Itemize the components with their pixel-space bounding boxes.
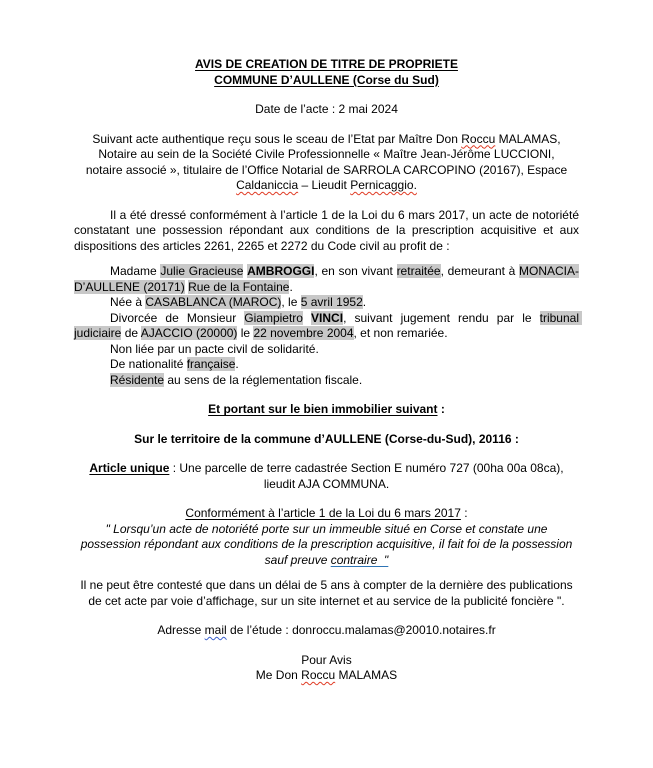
text-run: Sur le territoire de la commune d’AULLENE (Corse-du-Sud), 20116 : xyxy=(134,431,519,446)
notary-paragraph-line-4 xyxy=(74,178,579,194)
text-run: . xyxy=(289,279,293,294)
text-run: lieudit AJA COMMUNA. xyxy=(263,476,390,491)
profession-field: retraitée xyxy=(396,264,441,278)
text-run: Madame xyxy=(110,264,161,278)
text-run: Née à xyxy=(110,295,146,309)
text-run: – Lieudit xyxy=(298,178,351,192)
text-run: Date de l’acte : 2 mai 2024 xyxy=(255,102,398,116)
notary-paragraph-line-3 xyxy=(74,163,579,179)
signature-pour-avis xyxy=(74,653,579,669)
text-run: De nationalité xyxy=(110,357,187,371)
text-run: COMMUNE D’AULLENE (Corse du Sud) xyxy=(214,72,439,87)
birth-paragraph xyxy=(74,295,579,311)
text-run: AVIS DE CREATION DE TITRE DE PROPRIETE xyxy=(195,57,458,71)
grammar-checked-word: mail xyxy=(204,623,227,637)
text-run: notaire associé », titulaire de l’Office Notarial de SARROLA CARCOPINO (20167), Espace xyxy=(85,162,568,177)
text-run: , et non remariée. xyxy=(353,326,448,340)
misspelled-word: Roccu xyxy=(461,131,496,146)
text-run: sauf preuve xyxy=(264,552,331,567)
text-run xyxy=(303,311,311,325)
article-unique-line-1 xyxy=(74,461,579,477)
ex-spouse-firstname-field: Giampietro xyxy=(244,310,303,325)
text-run: . xyxy=(362,295,367,309)
text-run: Suivant acte authentique reçu sous le sceau de l’Etat par Maître Don xyxy=(92,131,462,146)
notary-paragraph-line-1 xyxy=(74,132,579,148)
text-run: , en son vivant xyxy=(314,264,397,278)
residence-field: Résidente xyxy=(110,372,165,387)
text-run: Divorcée de Monsieur xyxy=(110,310,245,325)
nationality-field: française xyxy=(186,357,236,371)
text-run: de xyxy=(121,326,141,340)
text-run: de l’étude : donroccu.malamas@20010.notaires.fr xyxy=(226,623,496,637)
residence-paragraph xyxy=(74,373,579,389)
contestation-line-2 xyxy=(74,594,579,610)
text-run: . xyxy=(235,357,239,371)
notary-paragraph-line-2 xyxy=(74,147,579,163)
court-city-field: AJACCIO (20000) xyxy=(140,326,238,340)
text-run: : Une parcelle de terre cadastrée Section E numéro 727 (00ha 00a 08ca), xyxy=(169,461,564,475)
text-run: Il a été dressé conformément à l’article 1 de la Loi du 6 mars 2017, un acte de notoriété constatant une possession répondant aux conditions de la prescription acquisitive et aux dispositions des articles 2261, 2265 et 2272 du Code civil au profit de : xyxy=(74,207,583,253)
text-run: Pour Avis xyxy=(301,652,352,667)
text-run: , suivant jugement rendu par le xyxy=(343,310,540,325)
text-run: Article unique xyxy=(89,461,170,475)
email-line xyxy=(74,623,579,639)
misspelled-word: Pernicaggio. xyxy=(350,178,417,192)
text-run: " Lorsqu’un acte de notoriété porte sur un immeuble situé en Corse et constate une xyxy=(105,521,548,536)
nationality-paragraph xyxy=(74,357,579,373)
text-run: Et portant sur le bien immobilier suivant xyxy=(208,402,438,416)
law-quote-line-3 xyxy=(74,553,579,569)
text-run: Non liée par un pacte civil de solidarité. xyxy=(110,341,319,356)
birth-date-field: 5 avril 1952 xyxy=(300,295,363,309)
article-unique-line-2 xyxy=(74,477,579,493)
surname-field: AMBROGGI xyxy=(247,264,315,278)
linked-word: contraire " xyxy=(330,552,389,567)
notoriety-paragraph xyxy=(74,207,583,255)
address-city-field: MONACIA-D’AULLENE (20171) xyxy=(74,264,579,294)
text-run: Me Don xyxy=(255,668,302,682)
address-street-field: Rue de la Fontaine xyxy=(188,279,290,294)
territory-heading xyxy=(74,432,579,448)
law-quote-line-1 xyxy=(74,522,579,538)
pacs-paragraph xyxy=(74,342,579,358)
text-run: MALAMAS, xyxy=(495,131,561,146)
text-run: , le xyxy=(281,295,301,309)
owner-paragraph xyxy=(74,264,579,295)
court-field: tribunal judiciaire xyxy=(74,310,583,340)
text-run: Il ne peut être contesté que dans un délai de 5 ans à compter de la dernière des publications xyxy=(80,578,573,592)
law-quote-line-2 xyxy=(74,537,579,553)
signature-notary xyxy=(74,668,579,684)
text-run: : xyxy=(437,402,445,416)
acte-date xyxy=(74,102,579,118)
text-run: Conformément à l’article 1 de la Loi du 6 mars 2017 xyxy=(185,506,461,520)
birth-city-field: CASABLANCA (MAROC) xyxy=(145,295,282,309)
text-run: le xyxy=(237,326,254,340)
text-run: au sens de la réglementation fiscale. xyxy=(164,372,363,387)
property-heading xyxy=(74,402,579,418)
ex-spouse-surname-field: VINCI xyxy=(311,310,344,325)
text-run: Notaire au sein de la Société Civile Professionnelle « Maître Jean-Jérôme LUCCIONI, xyxy=(98,147,555,161)
text-run: MALAMAS xyxy=(335,668,398,682)
misspelled-word: Caldaniccia xyxy=(236,178,299,192)
contestation-line-1 xyxy=(74,578,579,594)
divorce-date-field: 22 novembre 2004 xyxy=(253,326,354,340)
first-names-field: Julie Gracieuse xyxy=(160,264,244,278)
text-run: : xyxy=(460,506,468,520)
text-run: de cet acte par voie d’affichage, sur un site internet et au service de la publicité foncière ". xyxy=(88,593,565,608)
divorce-paragraph xyxy=(74,310,583,342)
text-run: , demeurant à xyxy=(440,264,519,278)
doc-title-line-2 xyxy=(74,73,579,89)
law-reference-heading xyxy=(74,506,579,522)
doc-title-line-1 xyxy=(74,57,579,73)
misspelled-word: Roccu xyxy=(301,668,336,682)
text-run: possession répondant aux conditions de la prescription acquisitive, il fait foi de la possession xyxy=(80,537,573,551)
text-run: Adresse xyxy=(157,623,205,637)
